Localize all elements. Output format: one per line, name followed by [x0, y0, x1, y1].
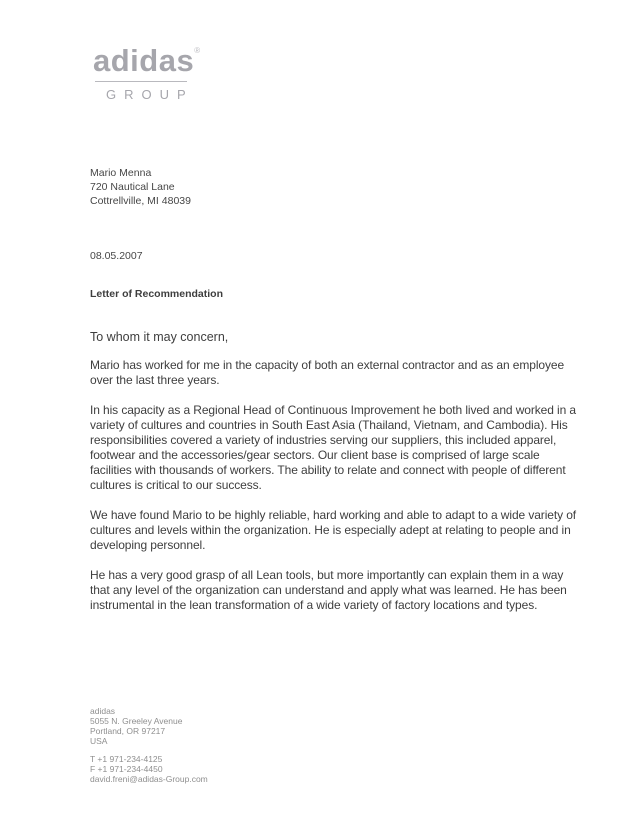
paragraph-4: He has a very good grasp of all Lean tools, but more importantly can explain them in a way that any level of the organization can understand and apply what was learned. He has been instrumental in the lean transformation of a wide variety of factory locations and types.: [90, 568, 567, 612]
registered-trademark-icon: ®: [194, 46, 201, 55]
logo-group-label: GROUP: [106, 87, 194, 102]
recipient-city-state-zip: Cottrellville, MI 48039: [90, 195, 191, 207]
sender-address: [90, 706, 208, 746]
sender-fax-line: F +1 971-234-4450: [90, 764, 163, 774]
adidas-wordmark: adidas: [93, 43, 195, 78]
salutation: To whom it may concern,: [90, 330, 229, 344]
sender-city-state-zip: Portland, OR 97217: [90, 726, 166, 736]
recipient-address-block: [90, 166, 191, 208]
paragraph-1: Mario has worked for me in the capacity of both an external contractor and as an employee over the last three years.: [90, 358, 565, 387]
sender-footer-block: [90, 706, 208, 784]
sender-contact: [90, 754, 208, 784]
sender-street: 5055 N. Greeley Avenue: [90, 716, 183, 726]
recipient-name: Mario Menna: [90, 167, 152, 179]
paragraph-2: In his capacity as a Regional Head of Continuous Improvement he both lived and worked in a variety of cultures and countries in South East Asia (Thailand, Vietnam, and Cambodia). His responsibilities covered a variety of industries serving our suppliers, this included apparel, footwear and the accessories/gear sectors. Our client base is comprised of large scale facilities with thousands of workers. The ability to relate and connect with people of different cultures is critical to our success.: [90, 403, 576, 492]
logo-divider: [95, 81, 187, 82]
sender-country: USA: [90, 736, 108, 746]
recipient-street: 720 Nautical Lane: [90, 181, 175, 193]
adidas-group-logo: [93, 45, 200, 101]
sender-company: adidas: [90, 706, 116, 716]
date-line: 08.05.2007: [90, 250, 143, 262]
letter-body: [90, 358, 582, 628]
logo-wordmark-row: [93, 45, 200, 76]
sender-email-line: david.freni@adidas-Group.com: [90, 774, 208, 784]
sender-phone-line: T +1 971-234-4125: [90, 754, 163, 764]
paragraph-3: We have found Mario to be highly reliable, hard working and able to adapt to a wide variety of cultures and levels within the organization. He is especially adept at relating to people and in developing personnel.: [90, 508, 577, 552]
subject-line: Letter of Recommendation: [90, 288, 224, 300]
